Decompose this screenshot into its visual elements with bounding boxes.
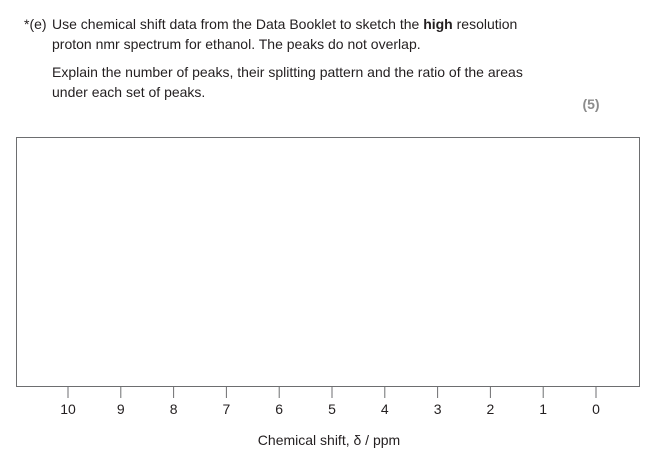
axis-tick-label-7: 7 <box>222 401 231 417</box>
question-line-1-end: resolution <box>452 16 518 32</box>
axis-title <box>0 432 656 448</box>
question-number: *(e) <box>24 16 47 32</box>
axis-tick-label-4: 4 <box>380 401 389 417</box>
marks-label: (5) <box>582 96 600 112</box>
axis-tick-label-1: 1 <box>539 401 548 417</box>
axis-tick-label-8: 8 <box>169 401 178 417</box>
axis-tick-label-3: 3 <box>433 401 442 417</box>
axis-tick-label-6: 6 <box>275 401 284 417</box>
axis-tick-label-5: 5 <box>328 401 336 417</box>
axis-tick-label-0: 0 <box>592 401 600 417</box>
axis-tick-label-2: 2 <box>486 401 495 417</box>
axis-tick-label-10: 10 <box>60 401 76 417</box>
question-line-3: Explain the number of peaks, their splitting pattern and the ratio of the areas <box>52 64 523 80</box>
question-line-2: proton nmr spectrum for ethanol. The peaks do not overlap. <box>52 36 421 52</box>
axis-tick-label-9: 9 <box>116 401 125 417</box>
question-emphasis-high: high <box>423 16 453 32</box>
question-line-4: under each set of peaks. <box>52 84 206 100</box>
axis-title-text: Chemical shift, δ / ppm <box>257 432 401 448</box>
question-line-1-start: Use chemical shift data from the Data Booklet to sketch the <box>52 16 424 32</box>
